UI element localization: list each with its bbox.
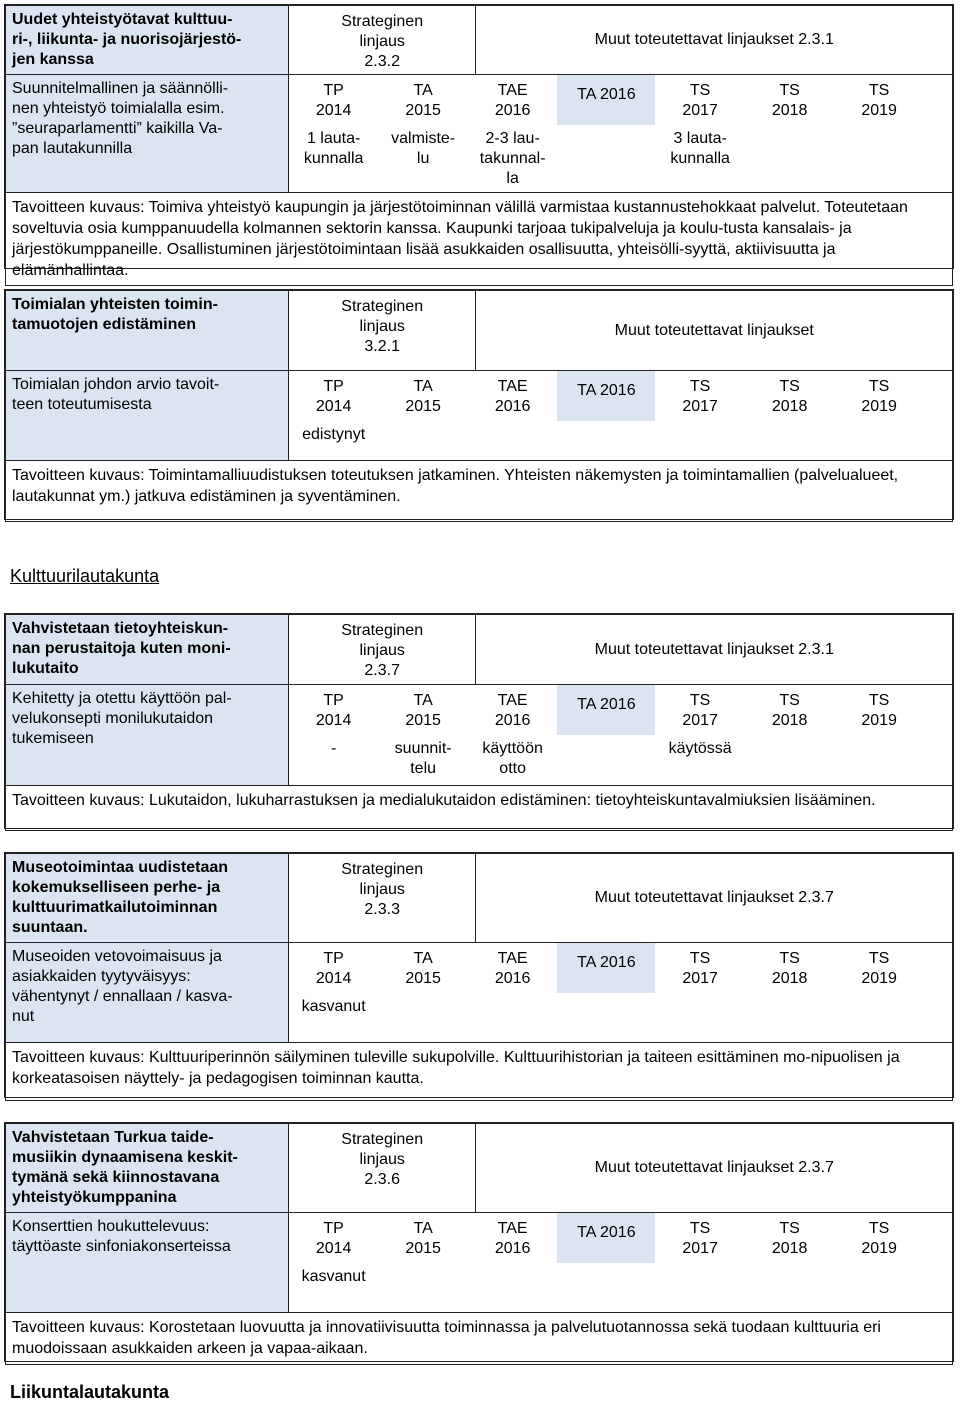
- year-value-row: [289, 125, 952, 189]
- goal-block-3: [4, 613, 954, 829]
- year-header: TS 2018: [771, 1220, 808, 1257]
- year-value: [834, 1267, 924, 1287]
- other-alignments-label: Muut toteutettavat linjaukset: [614, 321, 814, 339]
- other-alignments-cell: [476, 854, 953, 943]
- strategy-label: Strateginen linjaus 2.3.7: [341, 622, 424, 679]
- strategy-cell: [288, 291, 476, 371]
- year-header: TP 2014: [315, 82, 352, 119]
- strategy-cell: [288, 854, 476, 943]
- year-header: TS 2017: [682, 1220, 718, 1257]
- year-header: TAE 2016: [494, 950, 531, 987]
- goal-title: Uudet yhteistyötavat kulttuu- ri-, liikunta- ja nuorisojärjestö- jen kanssa: [12, 11, 242, 68]
- goal-title: Toimialan yhteisten toimin- tamuotojen edistäminen: [12, 296, 218, 333]
- year-value: [468, 997, 558, 1017]
- year-value: 1 lauta- kunnalla: [303, 130, 364, 167]
- indicator-description: Suunnitelmallinen ja säännölli- nen yhteistyö toimialalla esim. ”seuraparlamentti” kaikilla Va- pan lautakunnilla: [12, 80, 229, 157]
- year-header: TS 2019: [861, 692, 897, 729]
- year-header: TS 2017: [682, 378, 718, 415]
- year-value: [834, 739, 924, 779]
- year-header: TA 2016: [557, 75, 655, 125]
- year-header: TAE 2016: [494, 378, 531, 415]
- year-value: [378, 425, 468, 445]
- year-header: TS 2019: [861, 950, 897, 987]
- year-value: [557, 129, 655, 189]
- goal-description: Tavoitteen kuvaus: Lukutaidon, lukuharrastuksen ja medialukutaidon edistäminen: tietoyhteiskuntavalmiuksien lisääminen.: [12, 792, 876, 809]
- year-header: TS 2019: [861, 1220, 897, 1257]
- goal-description-cell: [6, 461, 953, 522]
- year-value: [745, 129, 835, 189]
- year-header: TAE 2016: [494, 692, 531, 729]
- indicator-description: Konserttien houkuttelevuus: täyttöaste sinfoniakonserteissa: [12, 1218, 231, 1255]
- year-header: TAE 2016: [494, 1220, 531, 1257]
- year-value: valmiste- lu: [391, 130, 456, 167]
- year-header: TA 2015: [405, 82, 441, 119]
- year-header-row: [289, 75, 952, 125]
- year-header: TAE 2016: [494, 82, 531, 119]
- year-value-row: [289, 421, 952, 445]
- goal-description-cell: [6, 193, 953, 286]
- year-header: TA 2015: [405, 692, 441, 729]
- year-header-row: [289, 371, 952, 421]
- other-alignments-cell: [476, 615, 953, 685]
- year-header: TA 2016: [557, 943, 655, 993]
- year-values-cell: [288, 1213, 952, 1313]
- goal-title-cell: [6, 854, 289, 943]
- year-value: [655, 997, 745, 1017]
- year-value: [378, 1267, 468, 1287]
- goal-title-cell: [6, 1124, 289, 1213]
- year-value: suunnit- telu: [394, 740, 452, 777]
- year-value: [834, 425, 924, 445]
- goal-block-4: [4, 852, 954, 1098]
- year-value-row: [289, 993, 952, 1017]
- goal-title-cell: [6, 6, 289, 75]
- year-value: [378, 997, 468, 1017]
- year-header: TS 2018: [771, 692, 808, 729]
- year-header: TP 2014: [315, 692, 352, 729]
- goal-title: Vahvistetaan tietoyhteiskun- nan perustaitoja kuten moni- lukutaito: [12, 620, 231, 677]
- goal-description-cell: [6, 1313, 953, 1365]
- year-value: [834, 997, 924, 1017]
- indicator-cell: [6, 1213, 289, 1313]
- other-alignments-cell: [476, 6, 953, 75]
- other-alignments-label: Muut toteutettavat linjaukset 2.3.1: [594, 640, 834, 658]
- indicator-description: Toimialan johdon arvio tavoit- teen toteutumisesta: [12, 376, 220, 413]
- goal-title-cell: [6, 291, 289, 371]
- year-value: 2-3 lau- takunnal- la: [479, 130, 546, 187]
- year-values-cell: [288, 371, 952, 461]
- year-header: TS 2017: [682, 692, 718, 729]
- year-header: TS 2019: [861, 378, 897, 415]
- year-value: edistynyt: [302, 426, 366, 443]
- year-value: käytössä: [668, 740, 732, 757]
- other-alignments-label: Muut toteutettavat linjaukset 2.3.1: [594, 31, 834, 48]
- year-value: [468, 1267, 558, 1287]
- year-value: [655, 425, 745, 445]
- year-header: TA 2015: [405, 1220, 441, 1257]
- year-value-row: [289, 1263, 952, 1287]
- goal-block-2: [4, 289, 954, 520]
- indicator-cell: [6, 685, 289, 786]
- year-header: TA 2015: [405, 378, 441, 415]
- year-values-cell: [288, 685, 952, 786]
- indicator-description: Kehitetty ja otettu käyttöön pal- velukonsepti monilukutaidon tukemiseen: [12, 690, 232, 747]
- goal-title: Museotoimintaa uudistetaan kokemukselliseen perhe- ja kulttuurimatkailutoiminnan suuntaan.: [12, 859, 229, 936]
- year-header-row: [289, 685, 952, 735]
- year-value: [557, 739, 655, 779]
- goal-description-cell: [6, 786, 953, 831]
- year-header-row: [289, 943, 952, 993]
- goal-block-5: [4, 1122, 954, 1362]
- strategy-label: Strateginen linjaus 2.3.6: [341, 1131, 424, 1188]
- year-header: TP 2014: [315, 378, 352, 415]
- year-header: TS 2018: [771, 950, 808, 987]
- strategy-label: Strateginen linjaus 2.3.3: [341, 861, 424, 918]
- year-header-row: [289, 1213, 952, 1263]
- year-value: [557, 425, 655, 445]
- goal-title-cell: [6, 615, 289, 685]
- year-header: TP 2014: [315, 1220, 352, 1257]
- year-value: kasvanut: [301, 1268, 366, 1285]
- goal-description: Tavoitteen kuvaus: Toimiva yhteistyö kaupungin ja järjestötoiminnan välillä varmistaa kustannustehokkaat palvelut. Toteutetaan soveltuvia osia kumppanuudella kolmannen sektorin kanssa. Kaupunki tarjoaa tukipalveluja ja koulu-tusta kansalais- ja järjestökumppaneille. Osallistuminen järjestötoimintaan lisää asukkaiden osallisuutta, yhteisölli-syyttä, aktiivisuutta ja elämänhallintaa.: [12, 199, 908, 279]
- other-alignments-label: Muut toteutettavat linjaukset 2.3.7: [594, 889, 834, 906]
- year-header: TA 2016: [557, 371, 655, 421]
- goal-block-1: [4, 4, 954, 279]
- year-header: TA 2016: [557, 1213, 655, 1263]
- year-value: käyttöön otto: [482, 740, 543, 777]
- goal-description-cell: [6, 1043, 953, 1101]
- section-heading-kulttuurilautakunta: Kulttuurilautakunta: [10, 566, 160, 586]
- year-header: TS 2019: [861, 82, 897, 119]
- year-value: [468, 425, 558, 445]
- goal-title: Vahvistetaan Turkua taide- musiikin dynaamisena keskit- tymänä sekä kiinnostavana yhteistyökumppanina: [12, 1129, 238, 1206]
- goal-description: Tavoitteen kuvaus: Korostetaan luovuutta ja innovatiivisuutta toiminnassa ja palvelutuotannossa sekä tuodaan kulttuuria eri muodoissaan asukkaiden arkeen ja vapaa-aikaan.: [12, 1319, 881, 1357]
- year-header: TS 2018: [771, 82, 808, 119]
- strategy-label: Strateginen linjaus 3.2.1: [341, 298, 424, 355]
- strategy-cell: [288, 615, 476, 685]
- year-header: TA 2015: [405, 950, 441, 987]
- indicator-description: Museoiden vetovoimaisuus ja asiakkaiden tyytyväisyys: vähentynyt / ennallaan / kasva- nut: [12, 948, 233, 1025]
- other-alignments-cell: [476, 291, 953, 371]
- indicator-cell: [6, 75, 289, 193]
- year-header: TS 2018: [771, 378, 808, 415]
- year-value: [557, 997, 655, 1017]
- goal-description: Tavoitteen kuvaus: Kulttuuriperinnön säilyminen tuleville sukupolville. Kulttuurihistorian ja taiteen esittäminen mo-nipuolisen ja korkeatasoisen näyttely- ja pedagogisen toiminnan kautta.: [12, 1049, 900, 1087]
- year-header: TP 2014: [315, 950, 352, 987]
- year-header: TA 2016: [557, 685, 655, 735]
- indicator-cell: [6, 371, 289, 461]
- year-values-cell: [288, 75, 952, 193]
- year-value: [745, 997, 835, 1017]
- year-value: [745, 739, 835, 779]
- year-values-cell: [288, 943, 952, 1043]
- year-header: TS 2017: [682, 82, 718, 119]
- section-heading-liikuntalautakunta: Liikuntalautakunta: [10, 1382, 170, 1402]
- year-header: TS 2017: [682, 950, 718, 987]
- year-value: [834, 129, 924, 189]
- strategy-cell: [288, 1124, 476, 1213]
- year-value: [745, 1267, 835, 1287]
- indicator-cell: [6, 943, 289, 1043]
- strategy-cell: [288, 6, 476, 75]
- year-value: [745, 425, 835, 445]
- strategy-label: Strateginen linjaus 2.3.2: [341, 13, 424, 70]
- other-alignments-cell: [476, 1124, 953, 1213]
- goal-description: Tavoitteen kuvaus: Toimintamalliuudistuksen toteutuksen jatkaminen. Yhteisten näkemysten ja toimintamallien (palvelualueet, lautakunnat ym.) jatkuva edistäminen ja syventäminen.: [12, 467, 899, 505]
- year-value: [557, 1267, 655, 1287]
- year-value-row: [289, 735, 952, 779]
- year-value: [655, 1267, 745, 1287]
- year-value: -: [330, 740, 337, 757]
- other-alignments-label: Muut toteutettavat linjaukset 2.3.7: [594, 1159, 834, 1176]
- year-value: 3 lauta- kunnalla: [670, 130, 730, 167]
- year-value: kasvanut: [301, 998, 366, 1015]
